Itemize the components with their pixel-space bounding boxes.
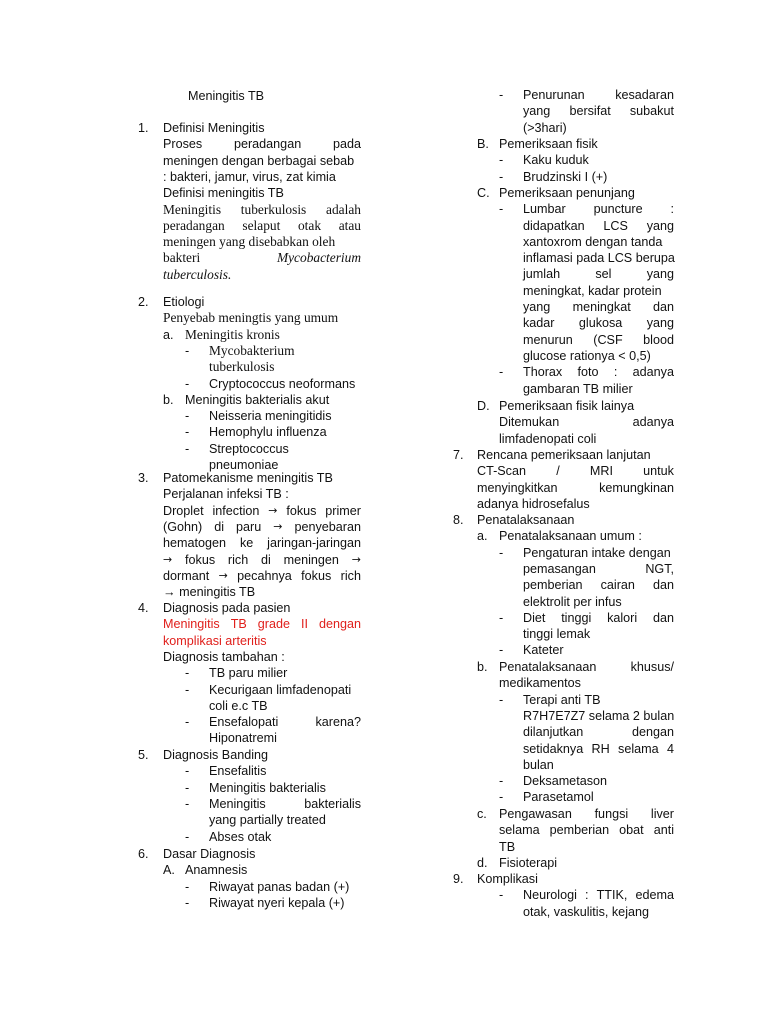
word: Meningitis — [163, 201, 222, 217]
word: selama — [499, 823, 540, 838]
subheading: Fisioterapi — [499, 856, 558, 870]
word: foto — [577, 365, 599, 380]
word: TB — [230, 617, 247, 632]
paragraph-line: : bakteri, jamur, virus, zat kimia — [163, 169, 336, 184]
word: sel — [595, 267, 612, 282]
bullet-dash: - — [185, 715, 190, 730]
list-item-text — [523, 887, 674, 903]
word: dan — [652, 300, 674, 314]
section-heading: Penatalaksanaan — [477, 513, 575, 527]
list-item-text: Neisseria meningitidis — [209, 409, 332, 424]
list-item-text — [523, 364, 674, 380]
word: primer — [325, 503, 361, 518]
word: pada — [332, 137, 361, 152]
word: Lumbar — [523, 202, 566, 217]
list-item-text: Cryptococcus neoformans — [209, 376, 356, 391]
paragraph-line — [499, 414, 674, 430]
list-item-text: Kateter — [523, 643, 564, 658]
bullet-dash: - — [499, 202, 504, 217]
bullet-dash: - — [499, 169, 504, 184]
word: yang — [646, 316, 674, 331]
list-letter: a. — [163, 327, 174, 342]
list-item-text: Deksametason — [523, 774, 607, 789]
word: di — [214, 519, 225, 534]
section-number: 5. — [138, 748, 149, 762]
paragraph-line — [163, 503, 361, 519]
arrow-right-icon: → — [218, 568, 228, 582]
list-item-text: Riwayat nyeri kepala (+) — [209, 895, 345, 910]
list-item-text — [523, 561, 674, 577]
paragraph-line — [163, 136, 361, 152]
word: paru — [236, 519, 262, 534]
section-number: 7. — [453, 448, 464, 462]
word: yang — [523, 300, 551, 314]
bullet-dash: - — [499, 692, 504, 707]
list-item-text — [523, 741, 674, 757]
arrow-right-icon: → — [351, 552, 361, 566]
paragraph-line — [477, 480, 674, 496]
bullet-dash: - — [185, 343, 190, 358]
bullet-dash: - — [185, 376, 190, 391]
list-item-text: Streptococcus — [209, 441, 289, 456]
word: meningkat — [572, 300, 631, 314]
list-item-text: xantoxrom dengan tanda — [523, 234, 663, 249]
list-letter: d. — [477, 856, 488, 870]
word: MRI — [589, 464, 613, 479]
list-item-text — [523, 218, 674, 234]
word: (Gohn) — [163, 519, 203, 534]
list-item-text: Pengaturan intake dengan — [523, 545, 671, 560]
word: fokus — [185, 552, 216, 567]
subheading: Diagnosis tambahan : — [163, 649, 285, 664]
list-letter: b. — [163, 392, 174, 407]
bullet-dash: - — [499, 153, 504, 168]
word: atau — [338, 217, 361, 233]
list-item-text: Terapi anti TB — [523, 692, 601, 707]
list-item-text — [523, 610, 674, 626]
paragraph-line — [477, 463, 674, 479]
paragraph-line — [163, 552, 361, 568]
list-item-text: Ensefalitis — [209, 764, 267, 779]
list-item-text: meningkat, kadar protein — [523, 283, 662, 298]
word: fungsi — [594, 807, 629, 821]
section-heading: Diagnosis pada pasien — [163, 601, 291, 615]
bullet-dash: - — [185, 441, 190, 456]
word: otak — [297, 217, 322, 233]
bullet-dash: - — [185, 764, 190, 779]
word: rich — [340, 568, 361, 583]
section-number: 6. — [138, 847, 149, 861]
subheading: medikamentos — [499, 676, 581, 691]
bullet-dash: - — [185, 879, 190, 894]
subheading: Meningitis kronis — [185, 326, 280, 342]
diagnosis-highlight — [163, 616, 361, 632]
section-heading: Etiologi — [163, 295, 205, 309]
bullet-dash: - — [499, 545, 504, 560]
paragraph-line: → meningitis TB — [163, 585, 256, 600]
word: / — [556, 464, 560, 479]
paragraph-line — [163, 568, 361, 584]
section-heading: Definisi Meningitis — [163, 121, 265, 135]
section-number: 8. — [453, 513, 464, 527]
bullet-dash: - — [185, 682, 190, 697]
word: untuk — [643, 464, 674, 479]
word: selama — [618, 741, 659, 756]
word: Ditemukan — [499, 415, 560, 430]
word: tuberkulosis — [240, 201, 307, 217]
word: dan — [652, 610, 674, 625]
word: rich — [227, 552, 249, 567]
section-heading: Komplikasi — [477, 872, 538, 886]
word: NGT, — [645, 561, 674, 576]
word: Droplet — [163, 503, 204, 518]
paragraph-line: adanya hidrosefalus — [477, 496, 590, 511]
word: puncture — [593, 202, 643, 217]
list-letter: B. — [477, 137, 489, 151]
list-letter: c. — [477, 807, 487, 821]
word: penyebaran — [294, 519, 361, 534]
list-item-text: R7H7E7Z7 selama 2 bulan — [523, 708, 675, 723]
list-item-text: Abses otak — [209, 829, 272, 844]
paragraph-line: tuberculosis. — [163, 266, 232, 282]
list-letter: A. — [163, 863, 175, 878]
word: peradangan — [233, 137, 302, 152]
section-heading: Patomekanisme meningitis TB — [163, 471, 333, 485]
bullet-dash: - — [185, 895, 190, 910]
section-number: 9. — [453, 872, 464, 886]
word: Mycobacterium — [276, 250, 361, 266]
word: yang — [646, 218, 674, 233]
section-heading: Dasar Diagnosis — [163, 847, 256, 861]
word: RH — [591, 741, 610, 756]
list-letter: b. — [477, 660, 488, 674]
word: LCS — [603, 218, 628, 233]
list-item-text: pneumoniae — [209, 458, 279, 472]
list-item-text — [523, 332, 674, 348]
bullet-dash: - — [499, 365, 504, 380]
list-item-text — [523, 103, 674, 119]
word: khusus/ — [630, 660, 674, 674]
list-item-text: inflamasi pada LCS berupa — [523, 251, 675, 266]
subheading: Definisi meningitis TB — [163, 186, 284, 201]
list-item-text — [523, 87, 674, 103]
arrow-right-icon: → — [273, 519, 283, 533]
word: kalori — [607, 610, 638, 625]
word: Ensefalopati — [209, 715, 279, 730]
paragraph-line — [163, 535, 361, 551]
word: dilanjutkan — [523, 725, 584, 740]
word: tinggi — [561, 610, 592, 625]
list-item-text: tinggi lemak — [523, 627, 591, 642]
list-item-text — [523, 724, 674, 740]
word: : — [613, 365, 618, 380]
list-item-text: Riwayat panas badan (+) — [209, 879, 350, 894]
list-item-text: TB paru milier — [209, 666, 288, 681]
section-number: 1. — [138, 121, 149, 135]
word: Diet — [523, 610, 546, 625]
word: bersifat — [569, 104, 611, 119]
word: jaringan-jaringan — [267, 536, 361, 551]
word: cairan — [600, 578, 635, 593]
word: setidaknya — [523, 741, 584, 756]
list-item-text — [523, 315, 674, 331]
word: dengan — [631, 725, 674, 740]
word: dormant — [163, 568, 210, 583]
word: dengan — [318, 617, 361, 632]
list-item-text: gambaran TB milier — [523, 381, 633, 396]
list-item-text: Kecurigaan limfadenopati — [209, 682, 352, 697]
word: kemungkinan — [599, 480, 674, 495]
bullet-dash: - — [185, 796, 190, 811]
list-item-text: glucose rationya < 0,5) — [523, 348, 651, 363]
word: ke — [239, 536, 254, 551]
word: subakut — [629, 104, 674, 119]
list-item-text: Kaku kuduk — [523, 153, 589, 168]
word: blood — [643, 332, 674, 347]
word: karena? — [315, 715, 361, 730]
paragraph-line — [163, 250, 361, 266]
word: edema — [635, 888, 674, 903]
section-number: 3. — [138, 471, 149, 485]
list-item-text: coli e.c TB — [209, 698, 268, 713]
bullet-dash: - — [185, 425, 190, 440]
word: (CSF — [593, 332, 623, 347]
diagnosis-highlight: komplikasi arteritis — [163, 633, 267, 648]
word: obat — [619, 823, 644, 838]
paragraph-line: Penyebab meningtis yang umum — [163, 310, 339, 326]
bullet-dash: - — [499, 643, 504, 658]
subheading: Pemeriksaan penunjang — [499, 185, 635, 200]
list-item-text: Mycobakterium — [209, 342, 295, 358]
word: yang — [646, 267, 674, 282]
word: menurun — [523, 332, 573, 347]
word: Penatalaksanaan — [499, 660, 597, 674]
bullet-dash: - — [185, 409, 190, 424]
arrow-right-icon: → — [268, 503, 278, 517]
word: adanya — [632, 365, 674, 380]
list-item-text — [209, 714, 361, 730]
word: Thorax — [523, 365, 563, 380]
word: kadar — [523, 316, 555, 331]
paragraph-line — [163, 218, 361, 234]
paragraph-line — [499, 806, 674, 822]
list-item-text: otak, vaskulitis, kejang — [523, 904, 649, 919]
bullet-dash: - — [185, 780, 190, 795]
list-letter: C. — [477, 185, 490, 200]
word: Neurologi — [523, 888, 577, 903]
list-letter: a. — [477, 529, 488, 544]
bullet-dash: - — [499, 774, 504, 789]
list-item-text: tuberkulosis — [209, 359, 275, 375]
arrow-right-icon: → — [163, 552, 173, 566]
word: glukosa — [578, 316, 623, 331]
list-item-text: (>3hari) — [523, 120, 567, 135]
bullet-dash: - — [499, 888, 504, 903]
bullet-dash: - — [185, 666, 190, 681]
bullet-dash: - — [499, 88, 504, 102]
word: TTIK, — [596, 888, 628, 903]
paragraph-line: meningen yang disebabkan oleh — [163, 234, 336, 250]
word: CT-Scan — [477, 464, 526, 479]
word: adanya — [632, 415, 674, 430]
word: fokus — [286, 503, 317, 518]
paragraph-line — [163, 519, 361, 535]
word: Penurunan — [523, 88, 585, 102]
subheading: Meningitis bakterialis akut — [185, 392, 330, 407]
section-number: 4. — [138, 601, 149, 615]
word: anti — [653, 823, 674, 838]
list-item-text — [523, 201, 674, 217]
word: Meningitis — [209, 796, 266, 811]
list-item-text: Parasetamol — [523, 790, 594, 805]
bullet-dash: - — [185, 829, 190, 844]
word: di — [261, 552, 271, 567]
bullet-dash: - — [499, 790, 504, 805]
word: hematogen — [163, 536, 227, 551]
word: didapatkan — [523, 218, 585, 233]
paragraph-line — [163, 202, 361, 218]
list-item-text — [523, 266, 674, 282]
list-item-text: elektrolit per infus — [523, 594, 622, 609]
list-item-text: Hemophylu influenza — [209, 425, 327, 440]
word: 4 — [666, 741, 674, 756]
list-item-text: Brudzinski I (+) — [523, 169, 608, 184]
list-item-text: Hiponatremi — [209, 731, 277, 746]
list-item-text — [523, 577, 674, 593]
word: infection — [212, 503, 260, 518]
list-item-text: bulan — [523, 757, 554, 772]
paragraph-line: TB — [499, 839, 516, 854]
subheading: Pemeriksaan fisik lainya — [499, 399, 635, 413]
word: II — [300, 617, 308, 632]
word: kesadaran — [615, 88, 674, 102]
word: jumlah — [523, 267, 561, 282]
word: menyingkitkan — [477, 480, 558, 495]
paragraph-line: Perjalanan infeksi TB : — [163, 487, 289, 502]
word: dan — [652, 578, 674, 593]
word: selaput — [242, 217, 281, 233]
paragraph-line: limfadenopati coli — [499, 431, 597, 446]
word: Meningitis — [163, 617, 220, 632]
list-item-text — [209, 796, 361, 812]
paragraph-line: meningen dengan berbagai sebab — [163, 153, 355, 168]
subheading — [499, 659, 674, 675]
subheading: Pemeriksaan fisik — [499, 137, 598, 151]
section-heading: Rencana pemeriksaan lanjutan — [477, 448, 651, 462]
word: yang — [523, 104, 551, 119]
subheading: Anamnesis — [185, 863, 248, 878]
word: : — [585, 888, 589, 903]
list-item-text: Meningitis bakterialis — [209, 780, 326, 795]
word: : — [670, 202, 674, 217]
word: pemberian — [523, 578, 583, 593]
word: pemasangan — [523, 561, 596, 576]
word: pecahnya — [237, 568, 292, 583]
list-letter: D. — [477, 399, 490, 413]
word: Pengawasan — [499, 807, 572, 821]
word: grade — [257, 617, 290, 632]
page-title: Meningitis TB — [188, 89, 265, 103]
word: bakteri — [163, 250, 201, 266]
section-heading: Diagnosis Banding — [163, 748, 269, 762]
subheading: Penatalaksanaan umum : — [499, 529, 642, 544]
word: peradangan — [163, 217, 225, 233]
section-number: 2. — [138, 295, 149, 309]
word: liver — [650, 807, 674, 821]
list-item-text — [523, 299, 674, 315]
word: Proses — [163, 137, 203, 152]
paragraph-line — [499, 822, 674, 838]
word: adalah — [326, 201, 361, 217]
word: meningen — [283, 552, 339, 567]
word: bakterialis — [304, 796, 361, 811]
bullet-dash: - — [499, 610, 504, 625]
word: fokus — [301, 568, 332, 583]
word: pemberian — [549, 823, 610, 838]
list-item-text: yang partially treated — [209, 813, 326, 828]
